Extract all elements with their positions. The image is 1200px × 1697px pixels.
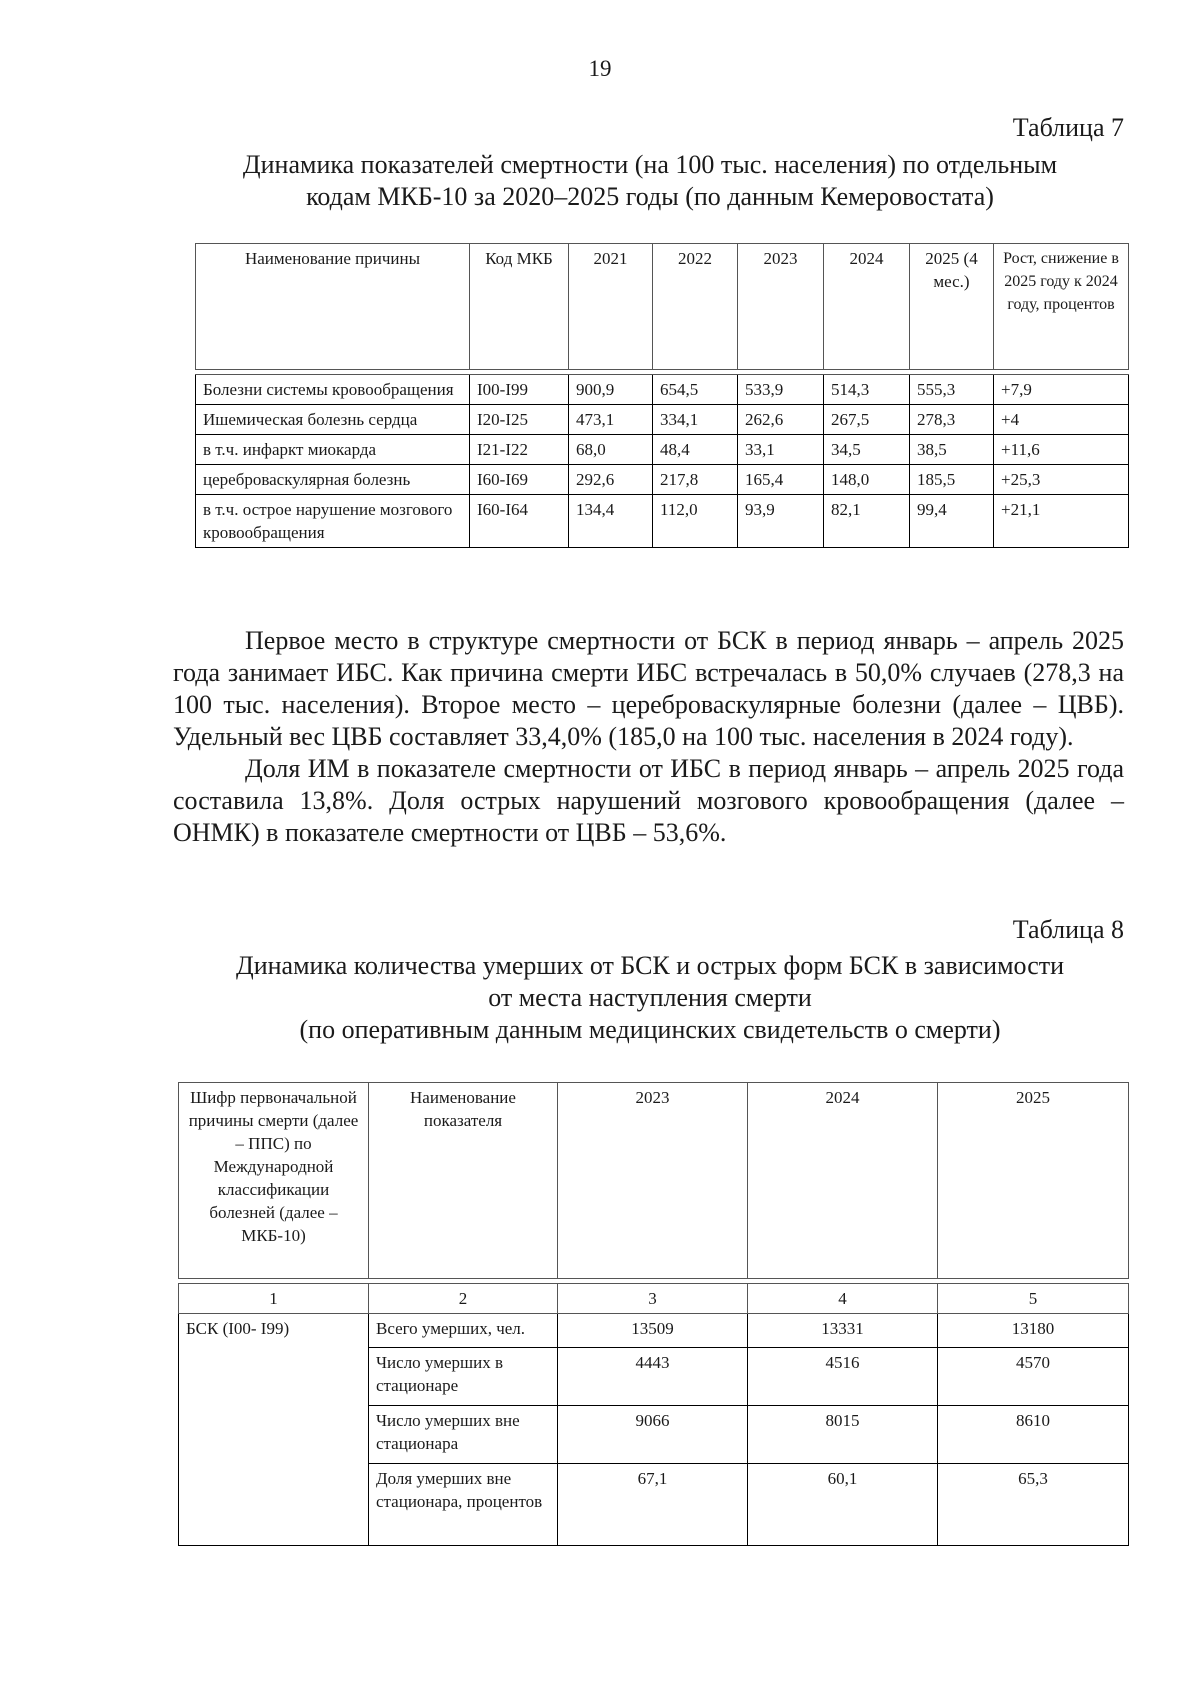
table-8-header-cell: Шифр первоначальной причины смерти (далее – ППС) по Международной классификации болезней (далее – МКБ-10) — [179, 1083, 369, 1279]
table-cell: 654,5 — [653, 375, 738, 405]
table-7-header-cell: 2022 — [653, 244, 738, 370]
table-7-title-line: Динамика показателей смертности (на 100 тыс. населения) по отдельным — [242, 150, 1058, 179]
table-cell: 148,0 — [824, 465, 910, 495]
table-cell: 514,3 — [824, 375, 910, 405]
table-8-header-cell: 2024 — [748, 1083, 938, 1279]
paragraph: Доля ИМ в показателе смертности от ИБС в период январь – апрель 2025 года составила 13,8%. Доля острых нарушений мозгового кровообращения (далее – ОНМК) в показателе смертности от ЦВБ – 53,6%. — [173, 754, 1124, 847]
table-cell: 900,9 — [569, 375, 653, 405]
table-cell: 217,8 — [653, 465, 738, 495]
table-cell: I00-I99 — [470, 375, 569, 405]
table-cell: 473,1 — [569, 405, 653, 435]
table-cell: 4443 — [558, 1348, 748, 1406]
table-8-header-cell: 2023 — [558, 1083, 748, 1279]
column-number: 3 — [558, 1284, 748, 1314]
table-cell: 334,1 — [653, 405, 738, 435]
table-cell: 67,1 — [558, 1464, 748, 1546]
column-number: 1 — [179, 1284, 369, 1314]
table-7-header-row — [196, 244, 1129, 370]
table-8-title-line: от места наступления смерти — [488, 983, 812, 1012]
table-cell: +21,1 — [994, 495, 1129, 548]
table-cell: +4 — [994, 405, 1129, 435]
table-7-title — [150, 149, 1150, 213]
column-number: 4 — [748, 1284, 938, 1314]
table-cell: 112,0 — [653, 495, 738, 548]
table-7 — [195, 243, 1129, 548]
table-cell: 134,4 — [569, 495, 653, 548]
table-7-header-cell: 2024 — [824, 244, 910, 370]
table-cell: 165,4 — [738, 465, 824, 495]
table-8-header-row — [179, 1083, 1129, 1279]
table-cell: Доля умерших вне стационара, процентов — [369, 1464, 558, 1546]
table-cell: 68,0 — [569, 435, 653, 465]
table-cell: 82,1 — [824, 495, 910, 548]
page-number: 19 — [588, 56, 612, 81]
table-cell: 292,6 — [569, 465, 653, 495]
table-cell: 185,5 — [910, 465, 994, 495]
table-row — [196, 465, 1129, 495]
group-code-cell: БСК (I00- I99) — [179, 1314, 369, 1546]
table-cell: 65,3 — [938, 1464, 1129, 1546]
table-cell: I60-I69 — [470, 465, 569, 495]
paragraph: Первое место в структуре смертности от БСК в период январь – апрель 2025 года занимает ИБС. Как причина смерти ИБС встречалась в 50,0% случаев (278,3 на 100 тыс. населения). Второе место – цереброваскулярные болезни (далее – ЦВБ). Удельный вес ЦВБ составляет 33,4,0% (185,0 на 100 тыс. населения в 2024 году). — [173, 626, 1124, 751]
table-cell: Число умерших вне стационара — [369, 1406, 558, 1464]
table-cell: 34,5 — [824, 435, 910, 465]
table-cell: 8610 — [938, 1406, 1129, 1464]
table-row — [196, 435, 1129, 465]
table-cell: I20-I25 — [470, 405, 569, 435]
table-cell: в т.ч. инфаркт миокарда — [196, 435, 470, 465]
table-cell: 93,9 — [738, 495, 824, 548]
table-8-title-line: (по оперативным данным медицинских свидетельств о смерти) — [299, 1015, 1001, 1044]
table-cell: 13180 — [938, 1314, 1129, 1348]
table-cell: 262,6 — [738, 405, 824, 435]
table-8 — [178, 1082, 1129, 1546]
table-cell: 38,5 — [910, 435, 994, 465]
table-7-label: Таблица 7 — [1012, 113, 1124, 142]
table-row — [196, 375, 1129, 405]
table-8-column-numbers — [179, 1284, 1129, 1314]
table-7-header-cell: 2025 (4 мес.) — [910, 244, 994, 370]
table-8-label: Таблица 8 — [1012, 915, 1124, 944]
table-cell: 60,1 — [748, 1464, 938, 1546]
table-8-header-cell: 2025 — [938, 1083, 1129, 1279]
table-7-header-cell: 2023 — [738, 244, 824, 370]
table-cell: Болезни системы кровообращения — [196, 375, 470, 405]
table-cell: 48,4 — [653, 435, 738, 465]
table-row — [179, 1314, 1129, 1348]
table-row — [196, 495, 1129, 548]
table-cell: 9066 — [558, 1406, 748, 1464]
table-cell: Ишемическая болезнь сердца — [196, 405, 470, 435]
table-7-header-cell: Наименование причины — [196, 244, 470, 370]
table-8-title — [150, 950, 1150, 1046]
table-8-title-line: Динамика количества умерших от БСК и острых форм БСК в зависимости — [235, 951, 1065, 980]
table-cell: Число умерших в стационаре — [369, 1348, 558, 1406]
table-8-header-cell: Наименование показателя — [369, 1083, 558, 1279]
table-7-header-cell: 2021 — [569, 244, 653, 370]
table-7-header-cell: Код МКБ — [470, 244, 569, 370]
table-cell: 555,3 — [910, 375, 994, 405]
table-cell: 278,3 — [910, 405, 994, 435]
column-number: 2 — [369, 1284, 558, 1314]
table-row — [196, 405, 1129, 435]
table-cell: 8015 — [748, 1406, 938, 1464]
table-7-title-line: кодам МКБ-10 за 2020–2025 годы (по данным Кемеровостата) — [306, 182, 994, 211]
body-text — [173, 625, 1124, 849]
table-cell: 13509 — [558, 1314, 748, 1348]
table-cell: +11,6 — [994, 435, 1129, 465]
table-cell: в т.ч. острое нарушение мозгового кровообращения — [196, 495, 470, 548]
table-cell: цереброваскулярная болезнь — [196, 465, 470, 495]
table-cell: 267,5 — [824, 405, 910, 435]
table-7-header-cell: Рост, снижение в 2025 году к 2024 году, процентов — [994, 244, 1129, 370]
table-cell: Всего умерших, чел. — [369, 1314, 558, 1348]
table-cell: 4570 — [938, 1348, 1129, 1406]
table-cell: 533,9 — [738, 375, 824, 405]
table-cell: 99,4 — [910, 495, 994, 548]
table-cell: 4516 — [748, 1348, 938, 1406]
table-cell: I21-I22 — [470, 435, 569, 465]
column-number: 5 — [938, 1284, 1129, 1314]
table-cell: 33,1 — [738, 435, 824, 465]
table-cell: +7,9 — [994, 375, 1129, 405]
table-cell: I60-I64 — [470, 495, 569, 548]
table-cell: 13331 — [748, 1314, 938, 1348]
table-cell: +25,3 — [994, 465, 1129, 495]
